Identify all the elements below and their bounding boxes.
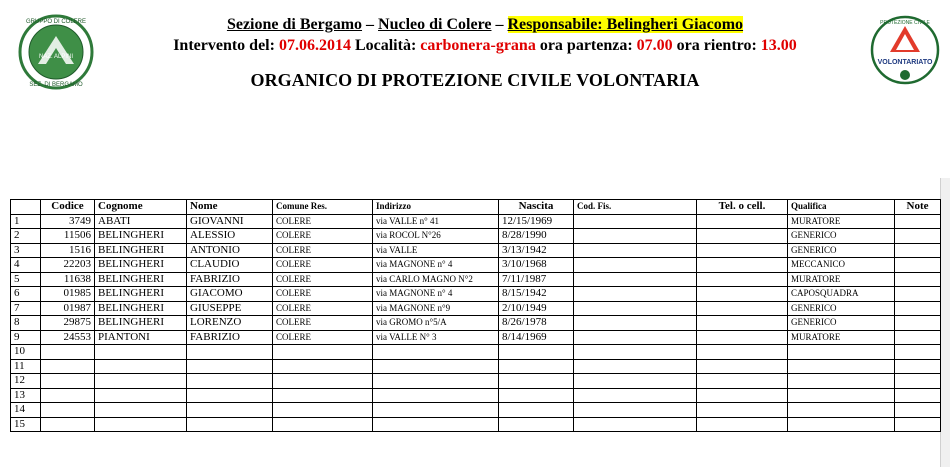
table-cell: MECCANICO — [788, 258, 895, 273]
table-cell — [697, 359, 788, 374]
table-cell: 3/10/1968 — [499, 258, 574, 273]
sep2: – — [491, 16, 508, 33]
table-cell — [41, 374, 95, 389]
table-cell: 9 — [11, 330, 41, 345]
table-cell: 24553 — [41, 330, 95, 345]
table-row — [11, 287, 941, 302]
column-header: Codice — [41, 200, 95, 215]
table-row — [11, 345, 941, 360]
table-cell — [373, 417, 499, 432]
table-cell: via VALLE N° 3 — [373, 330, 499, 345]
table-cell: 5 — [11, 272, 41, 287]
table-cell: COLERE — [273, 272, 373, 287]
table-cell — [499, 403, 574, 418]
table-cell — [697, 272, 788, 287]
table-cell: via CARLO MAGNO N°2 — [373, 272, 499, 287]
table-cell — [574, 316, 697, 331]
logo-right-top-text: PROTEZIONE CIVILE — [880, 20, 930, 26]
table-row — [11, 403, 941, 418]
table-row — [11, 243, 941, 258]
table-cell — [95, 403, 187, 418]
table-cell: GENERICO — [788, 301, 895, 316]
table-cell: MURATORE — [788, 214, 895, 229]
table-cell: 13 — [11, 388, 41, 403]
table-cell — [697, 330, 788, 345]
table-cell — [895, 330, 941, 345]
table-cell: COLERE — [273, 243, 373, 258]
table-cell — [697, 243, 788, 258]
table-cell — [697, 403, 788, 418]
sezione-text: Sezione di Bergamo — [226, 16, 363, 33]
column-header: Cod. Fis. — [574, 200, 697, 215]
table-cell: COLERE — [273, 287, 373, 302]
table-cell: BELINGHERI — [95, 301, 187, 316]
table-cell — [273, 388, 373, 403]
table-cell — [187, 388, 273, 403]
partenza-value: 07.00 — [636, 37, 673, 54]
table-cell — [187, 417, 273, 432]
table-cell — [788, 417, 895, 432]
localita-label: Località: — [350, 37, 421, 54]
table-cell: MURATORE — [788, 330, 895, 345]
header-line1 — [100, 16, 870, 34]
table-cell: ANTONIO — [187, 243, 273, 258]
table-cell — [574, 272, 697, 287]
table-cell — [273, 345, 373, 360]
table-cell — [895, 272, 941, 287]
table-cell: 11638 — [41, 272, 95, 287]
table-cell: COLERE — [273, 258, 373, 273]
table-cell — [187, 374, 273, 389]
table-cell — [41, 403, 95, 418]
vertical-scrollbar-edge[interactable] — [940, 178, 950, 467]
column-header: Comune Res. — [273, 200, 373, 215]
table-cell — [788, 388, 895, 403]
table-cell — [895, 388, 941, 403]
table-row — [11, 272, 941, 287]
table-cell: 8/26/1978 — [499, 316, 574, 331]
table-row — [11, 359, 941, 374]
table-cell — [41, 388, 95, 403]
table-cell: 14 — [11, 403, 41, 418]
table-row — [11, 258, 941, 273]
table-cell — [574, 359, 697, 374]
table-cell: via GROMO n°5/A — [373, 316, 499, 331]
sep1: – — [362, 16, 379, 33]
table-cell — [574, 287, 697, 302]
table-cell — [697, 417, 788, 432]
table-cell — [895, 214, 941, 229]
table-row — [11, 214, 941, 229]
table-cell: 3/13/1942 — [499, 243, 574, 258]
table-cell: CLAUDIO — [187, 258, 273, 273]
table-cell: COLERE — [273, 316, 373, 331]
table-cell: 4 — [11, 258, 41, 273]
table-cell: 11506 — [41, 229, 95, 244]
table-cell: 1516 — [41, 243, 95, 258]
table-cell: 8 — [11, 316, 41, 331]
table-row — [11, 330, 941, 345]
table-cell — [41, 417, 95, 432]
table-cell — [697, 287, 788, 302]
table-cell: 7/11/1987 — [499, 272, 574, 287]
localita-value: carbonera-grana — [420, 37, 536, 54]
table-cell: FABRIZIO — [187, 330, 273, 345]
table-cell — [95, 345, 187, 360]
table-cell — [273, 417, 373, 432]
table-cell: BELINGHERI — [95, 316, 187, 331]
table-cell: 6 — [11, 287, 41, 302]
table-cell — [373, 388, 499, 403]
table-cell — [697, 301, 788, 316]
logo-left-top-text: GRUPPO DI COLERE — [25, 19, 87, 25]
column-header — [11, 200, 41, 215]
table-cell: via VALLE — [373, 243, 499, 258]
logo-right-bottom-text: VOLONTARIATO — [877, 59, 933, 66]
column-header: Nome — [187, 200, 273, 215]
table-cell: 1 — [11, 214, 41, 229]
table-cell — [574, 243, 697, 258]
table-cell: via MAGNONE n° 4 — [373, 258, 499, 273]
table-cell: BELINGHERI — [95, 287, 187, 302]
table-cell: 8/15/1942 — [499, 287, 574, 302]
table-cell — [373, 374, 499, 389]
table-cell: BELINGHERI — [95, 258, 187, 273]
table-cell: 22203 — [41, 258, 95, 273]
intervento-value: 07.06.2014 — [278, 37, 351, 54]
column-header: Qualifica — [788, 200, 895, 215]
header-line2 — [100, 37, 870, 55]
table-cell — [697, 316, 788, 331]
table-cell — [574, 330, 697, 345]
table-row — [11, 417, 941, 432]
table-row — [11, 388, 941, 403]
table-cell: 10 — [11, 345, 41, 360]
partenza-label: ora partenza: — [535, 37, 637, 54]
table-cell — [95, 359, 187, 374]
table-cell — [95, 388, 187, 403]
table-cell: GIUSEPPE — [187, 301, 273, 316]
table-cell — [574, 374, 697, 389]
table-cell — [574, 301, 697, 316]
table-cell: FABRIZIO — [187, 272, 273, 287]
table-cell — [373, 345, 499, 360]
table-cell — [273, 403, 373, 418]
table-cell — [788, 374, 895, 389]
organico-table — [10, 199, 941, 432]
table-cell: 8/28/1990 — [499, 229, 574, 244]
table-cell: 15 — [11, 417, 41, 432]
table-cell: 3 — [11, 243, 41, 258]
table-cell: BELINGHERI — [95, 272, 187, 287]
table-cell — [895, 374, 941, 389]
rientro-value: 13.00 — [760, 37, 797, 54]
table-cell — [499, 345, 574, 360]
rientro-label: ora rientro: — [672, 37, 761, 54]
table-cell: 29875 — [41, 316, 95, 331]
logo-left-bottom-text: SEZ. DI BERGAMO — [29, 82, 83, 88]
table-cell: COLERE — [273, 301, 373, 316]
table-cell: 01987 — [41, 301, 95, 316]
table-cell: GENERICO — [788, 229, 895, 244]
table-cell — [697, 388, 788, 403]
table-cell — [895, 258, 941, 273]
column-header: Cognome — [95, 200, 187, 215]
table-cell — [895, 403, 941, 418]
table-cell — [574, 388, 697, 403]
table-cell — [788, 403, 895, 418]
logo-left-mid-text: NAZ. ALPINI — [38, 54, 74, 60]
nucleo-text: Nucleo di Colere — [378, 16, 492, 33]
table-cell: 3749 — [41, 214, 95, 229]
table-cell: GIACOMO — [187, 287, 273, 302]
table-cell: 2 — [11, 229, 41, 244]
table-cell: 11 — [11, 359, 41, 374]
table-row — [11, 374, 941, 389]
table-cell: COLERE — [273, 229, 373, 244]
table-cell — [574, 258, 697, 273]
table-cell: via MAGNONE n° 4 — [373, 287, 499, 302]
column-header: Note — [895, 200, 941, 215]
table-cell — [697, 258, 788, 273]
intervento-label: Intervento del: — [173, 37, 279, 54]
table-cell: via MAGNONE n°9 — [373, 301, 499, 316]
table-cell — [574, 229, 697, 244]
table-cell: GENERICO — [788, 316, 895, 331]
table-cell — [697, 345, 788, 360]
table-cell — [273, 374, 373, 389]
table-cell — [41, 359, 95, 374]
table-cell: 01985 — [41, 287, 95, 302]
table-cell: 7 — [11, 301, 41, 316]
table-cell: BELINGHERI — [95, 243, 187, 258]
table-cell: COLERE — [273, 330, 373, 345]
table-cell: 12 — [11, 374, 41, 389]
table-cell: 12/15/1969 — [499, 214, 574, 229]
table-cell — [895, 301, 941, 316]
table-cell — [95, 374, 187, 389]
table-cell — [697, 214, 788, 229]
table-cell — [895, 229, 941, 244]
table-cell: PIANTONI — [95, 330, 187, 345]
table-cell: ALESSIO — [187, 229, 273, 244]
table-cell — [41, 345, 95, 360]
table-row — [11, 301, 941, 316]
table-cell — [187, 345, 273, 360]
table-cell — [895, 287, 941, 302]
table-header-row — [11, 200, 941, 215]
table-cell — [895, 316, 941, 331]
table-cell — [697, 374, 788, 389]
table-cell: 8/14/1969 — [499, 330, 574, 345]
table-cell: COLERE — [273, 214, 373, 229]
table-row — [11, 229, 941, 244]
table-cell — [499, 374, 574, 389]
table-cell: via VALLE n° 41 — [373, 214, 499, 229]
column-header: Indirizzo — [373, 200, 499, 215]
table-cell — [373, 403, 499, 418]
table-row — [11, 316, 941, 331]
table-cell: 2/10/1949 — [499, 301, 574, 316]
column-header: Nascita — [499, 200, 574, 215]
table-cell: BELINGHERI — [95, 229, 187, 244]
table-cell — [95, 417, 187, 432]
table-cell — [499, 417, 574, 432]
table-cell: MURATORE — [788, 272, 895, 287]
table-cell: via ROCOL N°26 — [373, 229, 499, 244]
table-body — [11, 214, 941, 432]
table-cell — [788, 345, 895, 360]
table-cell — [187, 403, 273, 418]
table-cell — [574, 345, 697, 360]
table-cell — [499, 359, 574, 374]
table-cell — [895, 359, 941, 374]
table-cell: ABATI — [95, 214, 187, 229]
table-cell — [895, 345, 941, 360]
table-cell: GENERICO — [788, 243, 895, 258]
table-cell: GIOVANNI — [187, 214, 273, 229]
table-cell: LORENZO — [187, 316, 273, 331]
responsabile-text: Responsabile: Belingheri Giacomo — [507, 16, 744, 33]
column-header: Tel. o cell. — [697, 200, 788, 215]
table-cell — [273, 359, 373, 374]
table-cell — [788, 359, 895, 374]
table-cell — [574, 214, 697, 229]
page-title: ORGANICO DI PROTEZIONE CIVILE VOLONTARIA — [250, 70, 700, 90]
table-cell — [697, 229, 788, 244]
table-cell — [574, 403, 697, 418]
table-cell — [373, 359, 499, 374]
table-cell — [895, 417, 941, 432]
table-cell — [499, 388, 574, 403]
table-cell: CAPOSQUADRA — [788, 287, 895, 302]
table-cell — [187, 359, 273, 374]
table-cell — [895, 243, 941, 258]
table-cell — [574, 417, 697, 432]
